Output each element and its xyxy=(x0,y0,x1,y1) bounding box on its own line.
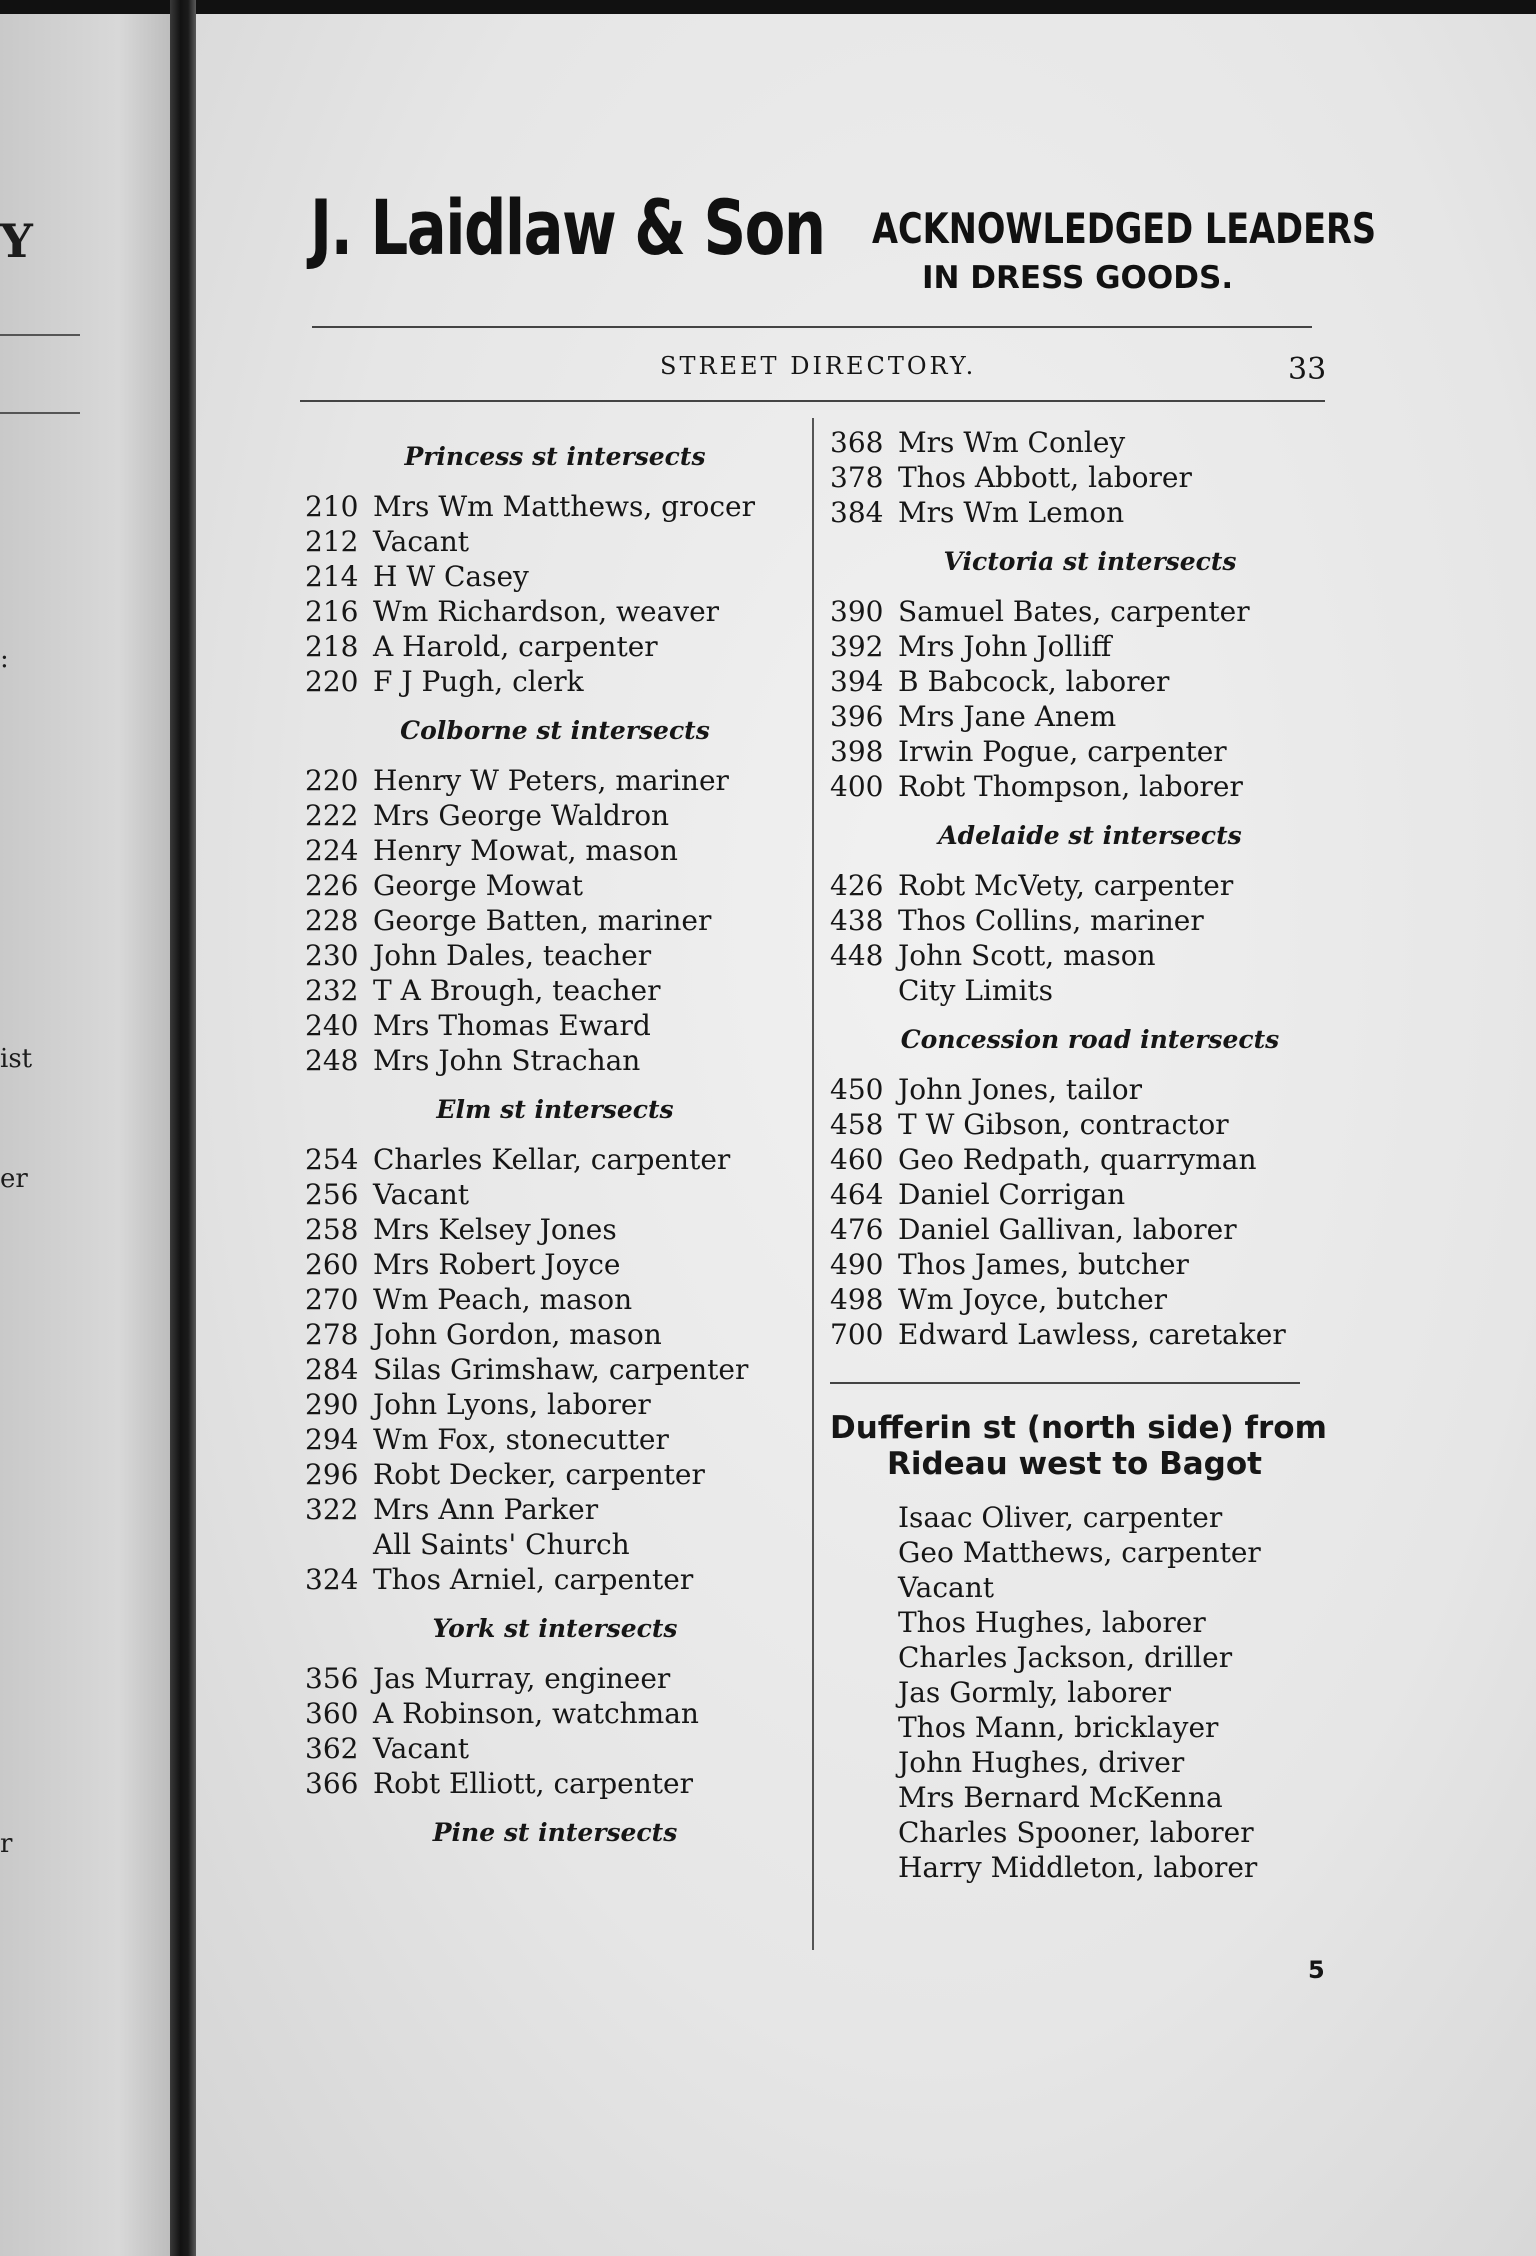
resident-name: Mrs Thomas Eward xyxy=(373,1009,651,1042)
directory-entry xyxy=(830,1317,1350,1352)
house-number: 214 xyxy=(305,560,359,593)
resident-name: Silas Grimshaw, carpenter xyxy=(373,1353,749,1386)
resident-name: Thos Abbott, laborer xyxy=(898,461,1192,494)
house-number: 490 xyxy=(830,1248,884,1281)
house-number: 218 xyxy=(305,630,359,663)
advertisement-tagline-2: IN DRESS GOODS. xyxy=(922,260,1234,296)
book-binding xyxy=(170,0,196,2256)
resident-name: Mrs John Strachan xyxy=(373,1044,641,1077)
street-intersection-heading: Adelaide st intersects xyxy=(938,821,1242,850)
resident-name: Mrs Robert Joyce xyxy=(373,1248,621,1281)
house-number: 450 xyxy=(830,1073,884,1106)
street-intersection-heading: Victoria st intersects xyxy=(943,547,1237,576)
house-number: 210 xyxy=(305,490,359,523)
scan-top-edge xyxy=(0,0,1536,14)
directory-entry xyxy=(830,629,1350,664)
house-number: 378 xyxy=(830,461,884,494)
resident-name: Vacant xyxy=(373,1732,470,1765)
directory-entry xyxy=(305,1142,805,1177)
house-number: 398 xyxy=(830,735,884,768)
dufferin-heading xyxy=(830,1410,1350,1482)
directory-entry: Mrs Bernard McKenna xyxy=(898,1781,1223,1814)
house-number: 700 xyxy=(830,1318,884,1351)
house-number: 284 xyxy=(305,1353,359,1386)
prev-page-rule xyxy=(0,412,80,414)
resident-name: Henry W Peters, mariner xyxy=(373,764,729,797)
directory-entry xyxy=(305,1352,805,1387)
resident-name: John Gordon, mason xyxy=(373,1318,662,1351)
house-number: 322 xyxy=(305,1493,359,1526)
previous-page-edge xyxy=(0,14,170,2256)
right-column xyxy=(830,425,1350,1885)
directory-entry: Thos Mann, bricklayer xyxy=(898,1711,1219,1744)
street-intersection-heading: Pine st intersects xyxy=(432,1818,678,1847)
resident-name: Vacant xyxy=(373,1178,470,1211)
directory-entry xyxy=(305,903,805,938)
resident-name: A Harold, carpenter xyxy=(373,630,658,663)
prev-page-text-fragment: : xyxy=(0,644,9,674)
house-number: 248 xyxy=(305,1044,359,1077)
directory-entry xyxy=(830,938,1350,973)
resident-name: Mrs George Waldron xyxy=(373,799,670,832)
resident-name: John Scott, mason xyxy=(898,939,1156,972)
directory-entry xyxy=(305,1212,805,1247)
resident-name: Mrs Wm Lemon xyxy=(898,496,1125,529)
directory-entry xyxy=(830,425,1350,460)
house-number: 258 xyxy=(305,1213,359,1246)
house-number: 498 xyxy=(830,1283,884,1316)
directory-entry xyxy=(305,594,805,629)
directory-entry: Jas Gormly, laborer xyxy=(898,1676,1171,1709)
directory-entry xyxy=(305,1387,805,1422)
dufferin-heading-line-2: Rideau west to Bagot xyxy=(887,1446,1262,1482)
prev-page-text-fragment: ist xyxy=(0,1044,33,1074)
house-number: 216 xyxy=(305,595,359,628)
directory-entry: Vacant xyxy=(898,1571,995,1604)
directory-entry: Geo Matthews, carpenter xyxy=(898,1536,1261,1569)
resident-name: Daniel Corrigan xyxy=(898,1178,1126,1211)
directory-entry: Charles Jackson, driller xyxy=(898,1641,1233,1674)
directory-entry: Isaac Oliver, carpenter xyxy=(898,1501,1223,1534)
directory-entry xyxy=(830,769,1350,804)
directory-entry xyxy=(305,798,805,833)
directory-entry xyxy=(305,868,805,903)
house-number: 232 xyxy=(305,974,359,1007)
directory-entry xyxy=(830,594,1350,629)
directory-entry: Thos Hughes, laborer xyxy=(898,1606,1206,1639)
directory-entry xyxy=(305,1661,805,1696)
directory-entry xyxy=(830,1212,1350,1247)
directory-entry xyxy=(305,938,805,973)
directory-entry xyxy=(830,1142,1350,1177)
house-number: 448 xyxy=(830,939,884,972)
resident-name: A Robinson, watchman xyxy=(373,1697,699,1730)
house-number: 278 xyxy=(305,1318,359,1351)
resident-name: City Limits xyxy=(898,974,1054,1007)
resident-name: Wm Peach, mason xyxy=(373,1283,633,1316)
resident-name: Vacant xyxy=(373,525,470,558)
directory-entry xyxy=(305,559,805,594)
resident-name: Thos Arniel, carpenter xyxy=(373,1563,694,1596)
resident-name: Jas Murray, engineer xyxy=(373,1662,671,1695)
advertiser-name: J. Laidlaw & Son xyxy=(310,183,825,272)
street-intersection-heading: Princess st intersects xyxy=(404,442,706,471)
house-number: 360 xyxy=(305,1697,359,1730)
directory-entry xyxy=(305,973,805,1008)
resident-name: Mrs Wm Matthews, grocer xyxy=(373,490,755,523)
resident-name: Robt Thompson, laborer xyxy=(898,770,1243,803)
house-number: 464 xyxy=(830,1178,884,1211)
resident-name: Henry Mowat, mason xyxy=(373,834,678,867)
dufferin-residents xyxy=(830,1500,1350,1885)
resident-name: T W Gibson, contractor xyxy=(898,1108,1229,1141)
resident-name: Robt Elliott, carpenter xyxy=(373,1767,693,1800)
prev-page-text-fragment: r xyxy=(0,1829,13,1859)
directory-entry xyxy=(305,664,805,699)
house-number: 362 xyxy=(305,1732,359,1765)
directory-entry xyxy=(305,1043,805,1078)
house-number: 240 xyxy=(305,1009,359,1042)
house-number: 212 xyxy=(305,525,359,558)
directory-entry xyxy=(305,524,805,559)
resident-name: Robt McVety, carpenter xyxy=(898,869,1234,902)
directory-entry xyxy=(305,1731,805,1766)
house-number: 400 xyxy=(830,770,884,803)
house-number: 230 xyxy=(305,939,359,972)
house-number: 438 xyxy=(830,904,884,937)
corner-page-mark: 5 xyxy=(1308,1956,1325,1984)
house-number: 390 xyxy=(830,595,884,628)
resident-name: T A Brough, teacher xyxy=(373,974,661,1007)
directory-entry xyxy=(305,1247,805,1282)
house-number: 294 xyxy=(305,1423,359,1456)
house-number: 392 xyxy=(830,630,884,663)
directory-entry xyxy=(305,1177,805,1212)
resident-name: George Mowat xyxy=(373,869,584,902)
directory-entry xyxy=(305,1562,805,1597)
section-rule xyxy=(830,1382,1300,1384)
header-rule-top xyxy=(312,326,1312,328)
directory-entry xyxy=(830,460,1350,495)
directory-entry xyxy=(830,495,1350,530)
house-number: 384 xyxy=(830,496,884,529)
directory-entry xyxy=(830,734,1350,769)
resident-name: All Saints' Church xyxy=(373,1528,630,1561)
directory-entry xyxy=(830,1177,1350,1212)
house-number: 458 xyxy=(830,1108,884,1141)
resident-name: Charles Kellar, carpenter xyxy=(373,1143,731,1176)
resident-name: Wm Fox, stonecutter xyxy=(373,1423,669,1456)
directory-entry xyxy=(305,1317,805,1352)
house-number: 368 xyxy=(830,426,884,459)
resident-name: Thos James, butcher xyxy=(898,1248,1189,1281)
house-number: 224 xyxy=(305,834,359,867)
house-number: 356 xyxy=(305,1662,359,1695)
directory-entry xyxy=(830,664,1350,699)
header-rule-bottom xyxy=(300,400,1325,402)
dufferin-heading-line-1: Dufferin st (north side) from xyxy=(830,1410,1327,1446)
directory-entry xyxy=(305,1422,805,1457)
house-number: 228 xyxy=(305,904,359,937)
directory-entry xyxy=(305,1696,805,1731)
house-number: 254 xyxy=(305,1143,359,1176)
house-number: 426 xyxy=(830,869,884,902)
house-number: 222 xyxy=(305,799,359,832)
prev-page-rule xyxy=(0,334,80,336)
house-number: 256 xyxy=(305,1178,359,1211)
resident-name: H W Casey xyxy=(373,560,529,593)
resident-name: F J Pugh, clerk xyxy=(373,665,584,698)
resident-name: Thos Collins, mariner xyxy=(898,904,1204,937)
house-number: 324 xyxy=(305,1563,359,1596)
advertisement-tagline-1: ACKNOWLEDGED LEADERS xyxy=(872,204,1377,253)
resident-name: Samuel Bates, carpenter xyxy=(898,595,1250,628)
directory-entry xyxy=(830,1282,1350,1317)
directory-entry xyxy=(305,629,805,664)
resident-name: Mrs John Jolliff xyxy=(898,630,1112,663)
resident-name: Wm Richardson, weaver xyxy=(373,595,720,628)
page-title: STREET DIRECTORY. xyxy=(660,352,977,380)
house-number: 460 xyxy=(830,1143,884,1176)
resident-name: John Dales, teacher xyxy=(373,939,652,972)
resident-name: Daniel Gallivan, laborer xyxy=(898,1213,1237,1246)
directory-entry xyxy=(830,1072,1350,1107)
prev-page-heading-fragment: Y xyxy=(0,214,33,268)
house-number: 296 xyxy=(305,1458,359,1491)
directory-entry xyxy=(305,1282,805,1317)
house-number: 260 xyxy=(305,1248,359,1281)
house-number: 290 xyxy=(305,1388,359,1421)
house-number: 476 xyxy=(830,1213,884,1246)
directory-entry xyxy=(830,699,1350,734)
street-intersection-heading: York st intersects xyxy=(432,1614,678,1643)
resident-name: John Jones, tailor xyxy=(898,1073,1143,1106)
resident-name: Mrs Jane Anem xyxy=(898,700,1117,733)
resident-name: Irwin Pogue, carpenter xyxy=(898,735,1227,768)
house-number: 226 xyxy=(305,869,359,902)
resident-name: George Batten, mariner xyxy=(373,904,712,937)
house-number: 394 xyxy=(830,665,884,698)
resident-name: John Lyons, laborer xyxy=(373,1388,651,1421)
directory-entry xyxy=(305,1766,805,1801)
directory-entry: John Hughes, driver xyxy=(898,1746,1185,1779)
directory-entry xyxy=(305,1492,805,1527)
resident-name: Mrs Kelsey Jones xyxy=(373,1213,617,1246)
prev-page-text-fragment: er xyxy=(0,1164,28,1194)
street-intersection-heading: Elm st intersects xyxy=(436,1095,674,1124)
resident-name: Wm Joyce, butcher xyxy=(898,1283,1168,1316)
house-number: 270 xyxy=(305,1283,359,1316)
resident-name: Robt Decker, carpenter xyxy=(373,1458,705,1491)
house-number: 220 xyxy=(305,665,359,698)
directory-entry xyxy=(830,1247,1350,1282)
directory-entry xyxy=(305,763,805,798)
page-number: 33 xyxy=(1288,352,1327,387)
directory-entry xyxy=(305,1527,805,1562)
directory-entry xyxy=(830,1107,1350,1142)
resident-name: B Babcock, laborer xyxy=(898,665,1170,698)
directory-entry: Charles Spooner, laborer xyxy=(898,1816,1254,1849)
street-intersection-heading: Concession road intersects xyxy=(900,1025,1280,1054)
directory-entry xyxy=(830,868,1350,903)
left-column xyxy=(305,425,805,1865)
directory-entry xyxy=(830,903,1350,938)
column-divider xyxy=(812,418,814,1950)
resident-name: Edward Lawless, caretaker xyxy=(898,1318,1286,1351)
directory-entry xyxy=(830,973,1350,1008)
directory-entry: Harry Middleton, laborer xyxy=(898,1851,1258,1884)
directory-entry xyxy=(305,1457,805,1492)
resident-name: Mrs Wm Conley xyxy=(898,426,1126,459)
house-number: 396 xyxy=(830,700,884,733)
street-intersection-heading: Colborne st intersects xyxy=(400,716,710,745)
directory-entry xyxy=(305,1008,805,1043)
resident-name: Geo Redpath, quarryman xyxy=(898,1143,1257,1176)
directory-entry xyxy=(305,489,805,524)
house-number: 366 xyxy=(305,1767,359,1800)
house-number: 220 xyxy=(305,764,359,797)
resident-name: Mrs Ann Parker xyxy=(373,1493,599,1526)
directory-entry xyxy=(305,833,805,868)
